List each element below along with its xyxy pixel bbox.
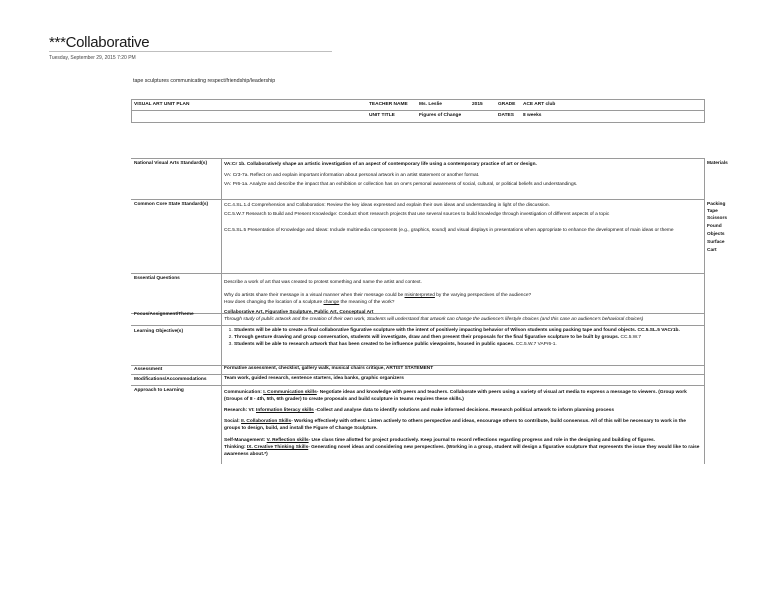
unit-title-value: Figures of Change: [419, 113, 462, 118]
assessment-label: Assessment: [134, 367, 163, 372]
material-item: Surface: [707, 240, 725, 245]
material-item: Tape: [707, 209, 718, 214]
list-item: 2. Through gesture drawing and group conversation, students will investigate, draw and then present their proposals for the final figurative sculpture to be built by groups. CC.5.W.7: [234, 334, 700, 341]
subtitle: tape sculptures communicating respect/friendship/leadership: [133, 78, 276, 84]
learning-objectives: [224, 327, 700, 348]
material-item: Packing: [707, 202, 726, 207]
nvas-standard-1: VA:Cr 1b. Collaboratively shape an artistic investigation of an aspect of contemporary life using a contemporary practice of art or design.: [224, 162, 537, 167]
nvas-standard-2: VA: Cr3-7a. Reflect on and explain important information about personal artwork in an artist statement or another format.: [224, 173, 480, 178]
modifications-value: Team work, guided research, sentence starters, idea banks, graphic organizers: [224, 376, 404, 381]
focus-label: Focus/Assignment/Theme: [134, 312, 194, 317]
approach-self-management: Self-Management: V. Reflection skills- Use class time allotted for project productively. Keep journal to record reflections regarding progress and role in the designing and building of figures.: [224, 438, 656, 443]
materials-label: Materials: [707, 161, 728, 166]
dates-label: DATES: [498, 113, 514, 118]
approach-thinking: Thinking: IX. Creative Thinking Skills- Generating novel ideas and considering new perspectives. (Working in a group, student will design a figurative sculpture that represents the issue they would like to raise awareness about.*): [224, 445, 700, 457]
essential-question-1: Describe a work of art that was created to protest something and name the artist and context.: [224, 280, 422, 285]
essential-question-3: How does changing the location of a sculpture change the meaning of the work?: [224, 300, 395, 305]
assessment-value: Formative assessment, checklist, gallery walk, musical chairs critique, ARTIST STATEMENT: [224, 366, 434, 371]
ccss-standard-2: CC.5.W.7 Research to Build and Present Knowledge: Conduct short research projects that use several sources to build knowledge through investigation of different aspects of a topic: [224, 212, 610, 217]
page-title: ***Collaborative: [49, 34, 150, 51]
unit-plan-label: VISUAL ART UNIT PLAN: [134, 102, 190, 107]
unit-title-label: UNIT TITLE: [369, 113, 395, 118]
approach-communication: Communication: I. Communication skills- Negotiate ideas and knowledge with peers and teachers. Collaborate with peers using a variety of visual art media to express a message to viewers. (Group work (Groups of 8 - 4th, 5th, 6th grader) to create proposals and build sculpture in teams requires these skills.): [224, 390, 687, 402]
list-item: 1. Students will be able to create a final collaborative figurative sculpture with the intent of positively impacting behavior of Wilson students using packing tape and found objects. CC.5.SL.5 VACr1b.: [234, 327, 700, 334]
title-underline: [49, 51, 332, 52]
dates-value: 8 weeks: [523, 113, 542, 118]
material-item: Cart: [707, 248, 717, 253]
list-item: 3. Students will be able to research artwork that has been created to be influence public viewpoints, housed in public spaces. CC.5.W.7 VAPr6-1.: [234, 341, 700, 348]
material-item: Scissors: [707, 216, 728, 221]
grade-label: GRADE: [498, 102, 516, 107]
focus-theme: Collaborative Art, Figurative Sculpture, Public Art, Conceptual Art: [224, 310, 374, 315]
essential-question-2: Why do artists share their message in a visual manner when their message could be misinterpreted by the varying perspectives of the audience?: [224, 293, 532, 298]
date-line: Tuesday, September 29, 2015 7:20 PM: [49, 55, 136, 61]
eq-label: Essential Questions: [134, 276, 180, 281]
modifications-label: Modifications/Accommodations: [134, 377, 207, 382]
teacher-name-label: TEACHER NAME: [369, 102, 408, 107]
material-item: Found: [707, 224, 722, 229]
grade-value: ACE ART club: [523, 102, 556, 107]
lo-label: Learning Objective(s): [134, 329, 184, 334]
nvas-label: National Visual Arts Standard(s): [134, 161, 208, 166]
focus-description: Through study of public artwork and the creation of their own work, Students will understand that artwork can change the audience's lifestyle choices (and this case an audience's behavioral choices): [224, 317, 644, 322]
ccss-standard-3: CC.5.SL.5 Presentation of Knowledge and Ideas: Include multimedia components (e.g., graphics, sound) and visual displays in presentations when appropriate to enhance the development of main ideas or theme: [224, 228, 674, 233]
year-value: 2015: [472, 102, 483, 107]
approach-research: Research: VI: Information literacy skills -Collect and analyse data to identify solutions and make informed decisions. Research political artwork to inform planning process: [224, 408, 614, 413]
material-item: Objects: [707, 232, 725, 237]
teacher-name-value: Ms. Leslie: [419, 102, 442, 107]
ccss-standard-1: CC.4.SL.1.d Comprehension and Collaboration: Review the key ideas expressed and explain their own ideas and understanding in light of the discussion.: [224, 203, 550, 208]
ccss-label: Common Core State Standard(s): [134, 202, 209, 207]
approach-social: Social: II. Collaboration Skills- Working effectively with others: Listen actively to others perspective and ideas, encourage others to contribute, build consensus. All of this will be necessary to work in the groups to design, build, and install the Figure of Change Sculpture.: [224, 419, 686, 431]
approach-label: Approach to Learning: [134, 388, 184, 393]
nvas-standard-3: VA: Pr6-1a. Analyze and describe the impact that an exhibition or collection has on one's personal awareness of social, cultural, or political beliefs and understandings.: [224, 182, 578, 187]
